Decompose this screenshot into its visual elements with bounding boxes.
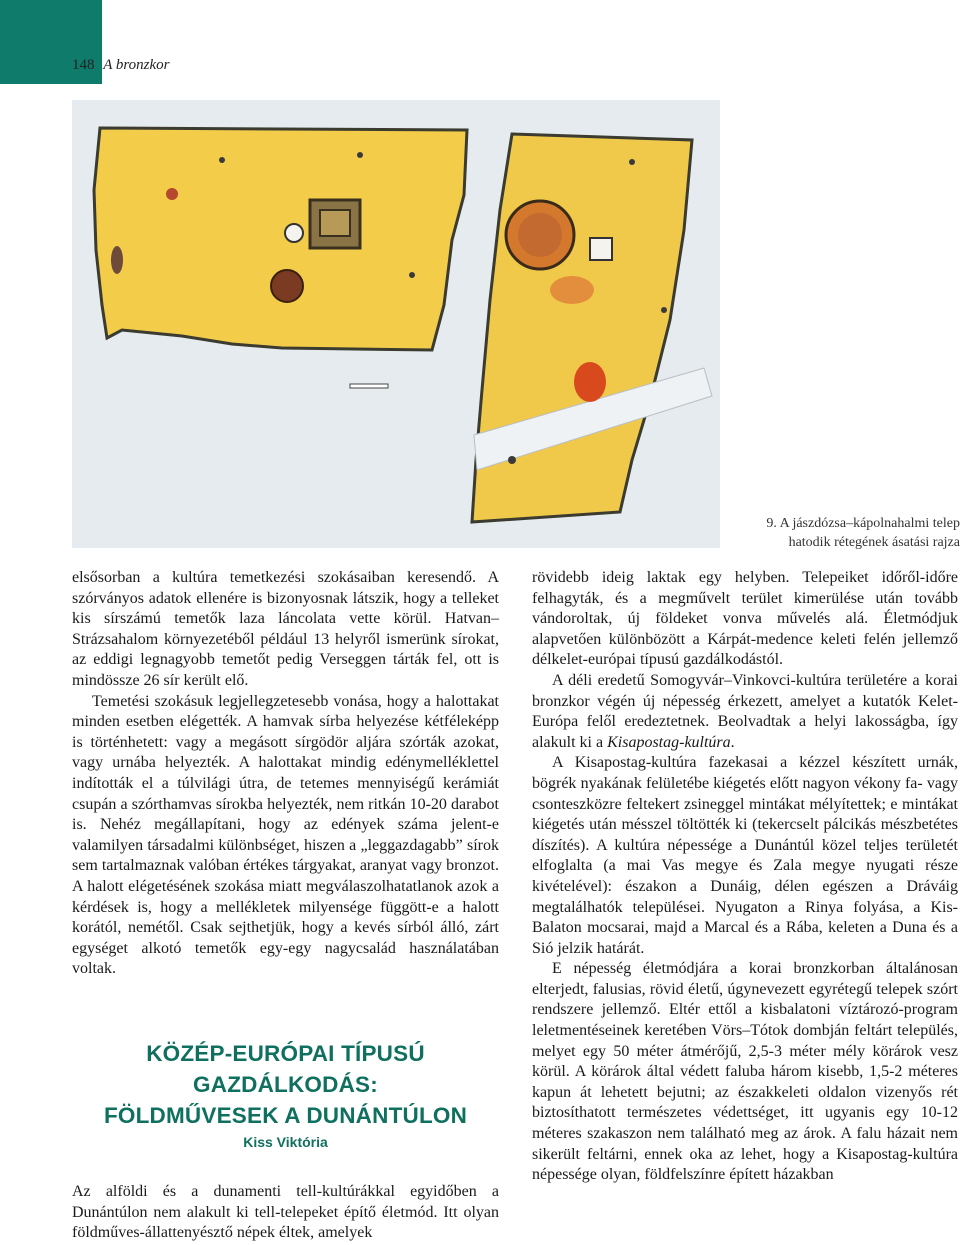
scale-bar xyxy=(350,384,388,388)
figure-caption-line-1: 9. A jászdózsa–kápolnahalmi telep xyxy=(766,516,960,531)
section-heading-line-3: FÖLDMŰVESEK A DUNÁNTÚLON xyxy=(103,1103,468,1128)
right-paragraph-3: A Kisapostag-kultúra fazekasai a kézzel készített urnák, bögrék nyakának felületébe kiégetés előtt nagyon vékony fa- vagy csonteszközre feltekert zsineggel mintákat mélyítettek; e mintákat kiégetés után mésszel töltötték ki (tekercselt pálcikás mészbetétes díszítés). A kultúra népessége a Dunántúl közel teljes területét elfoglalta (a mai Vas megye és Zala megye nyugati része kivételével): északon a Dunáig, délen egészen a Dráváig megtalálhatók települései. Nyugaton a Rinya folyása, a Kis-Balaton mocsarai, majd a Marcal és a Rába, keleten a Duna és a Sió jelzik határát. xyxy=(532,754,958,957)
figure-caption xyxy=(728,514,960,552)
right-column xyxy=(532,568,958,1186)
running-header xyxy=(72,57,170,74)
house-feature-inner xyxy=(320,210,350,236)
pit-feature-white xyxy=(285,224,303,242)
left-paragraph-2: Temetési szokásuk legjellegzetesebb vonása, hogy a halottakat minden esetben elégették. A hamvak sírba helyezése kétféleképp is történhetett: vagy a megásott sírgödör aljára szórták azokat, vagy urnába helyezték. A halottakat mindig edénymelléklettel indították el a túlvilági útra, de tetemes mennyiségű kerámiát csupán a szórthamvas sírokba helyezték, nem ritkán 10-20 darabot is. Nehéz megállapítani, hogy az edények száma jelent-e valamilyen társadalmi különbséget, hiszen a „leggazdagabb” sírok sem tartalmaznak valóban értékes tárgyakat, aranyat vagy bronzot. A halott elégetésének szokása miatt megválaszolhatatlanok azok a kérdések is, hogy a mellékletek milyensége függött-e a halott korától, nemétől. Csak sejthetjük, hogy a kevés sírból álló, zárt egységet alkotó temetők egy-egy nagycsalád használatában voltak. xyxy=(72,692,499,978)
section-author: Kiss Viktória xyxy=(243,1134,328,1150)
post-hole xyxy=(357,152,363,158)
left-column xyxy=(72,568,499,980)
culture-name-italic: Kisapostag-kultúra xyxy=(607,733,731,751)
right-paragraph-2 xyxy=(532,671,958,753)
right-paragraph-2-end: . xyxy=(730,733,735,751)
running-title: A bronzkor xyxy=(103,57,170,73)
post-hole xyxy=(661,307,667,313)
section-heading xyxy=(72,1038,499,1131)
section-intro xyxy=(72,1182,499,1244)
pit-feature-brown xyxy=(271,270,303,302)
right-paragraph-2-text: A déli eredetű Somogyvár–Vinkovci-kultúra területére a korai bronzkor végén új népesség érkezett, amelyet a kutatók Kelet-Európa felől eredeztetnek. Beolvadtak a helyi lakosságba, így alakult ki a xyxy=(532,671,958,751)
pit-feature-orange-small xyxy=(550,276,594,304)
excavation-plan-figure xyxy=(72,100,720,548)
figure-caption-line-2: hatodik rétegének ásatási rajza xyxy=(788,535,960,550)
section-heading-line-1: KÖZÉP-EURÓPAI TÍPUSÚ xyxy=(146,1041,425,1066)
post-hole xyxy=(219,157,225,163)
pit-feature-white-square xyxy=(590,238,612,260)
section-intro-paragraph: Az alföldi és a dunamenti tell-kultúrákkal egyidőben a Dunántúlon nem alakult ki tell-telepeket építő életmód. Itt olyan földműves-állattenyésztő népek éltek, amelyek xyxy=(72,1183,499,1242)
post-hole xyxy=(409,272,415,278)
post-hole xyxy=(508,456,516,464)
section-heading-line-2: GAZDÁLKODÁS: xyxy=(193,1072,378,1097)
pit-feature-orange xyxy=(574,362,606,402)
page-number: 148 xyxy=(72,57,95,73)
left-paragraph-1: elsősorban a kultúra temetkezési szokásaiban keresendő. A szórványos adatok ellenére is bizonyosnak látszik, hogy a telleket kis sírszámú temetők laza láncolata vette körül. Hatvan–Strázsahalom környezetéből például 13 helyről ismerünk sírokat, az eddigi legnagyobb temetőt pedig Verseggen tárták fel, ott is mindössze 26 sír került elő. xyxy=(72,569,499,689)
post-hole xyxy=(629,159,635,165)
excavation-plan-drawing xyxy=(72,100,720,548)
pit-feature-red xyxy=(166,188,178,200)
right-paragraph-1: rövidebb ideig laktak egy helyben. Telepeiket időről-időre felhagyták, és a megművelt terület kimerülése után tovább vándoroltak, új földeket vonva művelés alá. Életmódjuk alapvetően különbözött a Kárpát-medence keleti felén jellemző délkelet-európai típusú gazdálkodástól. xyxy=(532,569,958,669)
right-paragraph-4: E népesség életmódjára a korai bronzkorban általánosan elterjedt, falusias, rövid életű, úgynevezett egyrétegű telepek szórt rendszere jellemző. Eltér ettől a kisbalatoni víztározó-program leletmentéseinek keretében Vörs–Tótok dombján feltárt település, melyet egy 50 méter átmérőjű, 2,5-3 méter mély körárok vesz körül. A körárok által védett faluba három kisebb, 1,5-2 méteres kapun át lehetett bejutni; az északkeleti oldalon vizenyős rét biztosíthatott természetes védettséget, itt ugyanis egy 10-12 méteres szakaszon nem található meg az árok. A falu házait nem sikerült feltárni, ennek oka az lehet, hogy a Kisapostag-kultúra népessége olyan, földfelszínre épített házakban xyxy=(532,960,958,1184)
round-pit-inner xyxy=(518,213,562,257)
excavation-area-left xyxy=(94,128,467,350)
pit-feature-dark xyxy=(111,246,123,274)
